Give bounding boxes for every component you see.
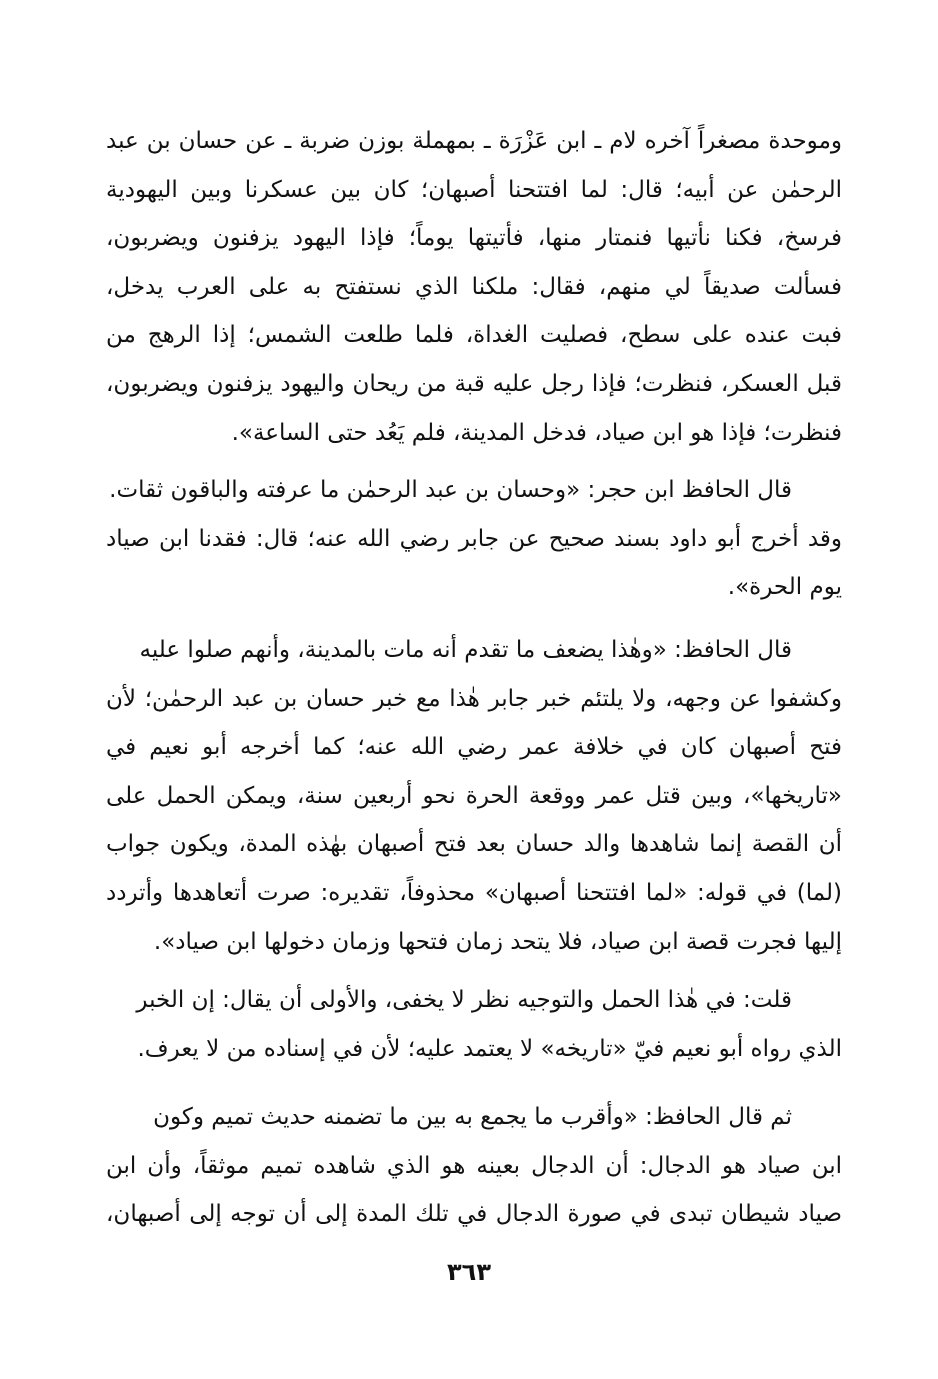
text-line: يوم الحرة». — [727, 574, 842, 601]
text-line: إليها فجرت قصة ابن صياد، فلا يتحد زمان فتحها وزمان دخولها ابن صياد». — [153, 928, 842, 955]
text-line: فرسخ، فكنا نأتيها فنمتار منها، فأتيتها يوماً؛ فإذا اليهود يزفنون ويضربون، — [106, 225, 842, 252]
text-line: وموحدة مصغراً آخره لام ـ ابن عَزْرَة ـ بمهملة بوزن ضربة ـ عن حسان بن عبد — [106, 128, 842, 154]
paragraph-2 — [106, 466, 842, 612]
text-line: وقد أخرج أبو داود بسند صحيح عن جابر رضي الله عنه؛ قال: فقدنا ابن صياد — [106, 525, 842, 552]
text-line: فسألت صديقاً لي منهم، فقال: ملكنا الذي نستفتح به على العرب يدخل، — [106, 273, 842, 300]
paragraph-4 — [106, 976, 842, 1073]
text-line: قال الحافظ: «وهٰذا يضعف ما تقدم أنه مات بالمدينة، وأنهم صلوا عليه — [139, 637, 792, 663]
page-number: ٣٦٣ — [447, 1258, 491, 1286]
text-line: صياد شيطان تبدى في صورة الدجال في تلك المدة إلى أن توجه إلى أصبهان، — [106, 1201, 842, 1228]
paragraph-1 — [106, 117, 842, 457]
paragraph-5 — [106, 1093, 842, 1239]
paragraph-3 — [106, 626, 842, 966]
text-line: فتح أصبهان كان في خلافة عمر رضي الله عنه؛ كما أخرجه أبو نعيم في — [106, 734, 842, 761]
text-line: «تاريخها»، وبين قتل عمر ووقعة الحرة نحو أربعين سنة، ويمكن الحمل على — [106, 782, 842, 809]
text-line: ثم قال الحافظ: «وأقرب ما يجمع به بين ما تضمنه حديث تميم وكون — [153, 1104, 792, 1130]
text-line: فنظرت؛ فإذا هو ابن صياد، فدخل المدينة، فلم يَعُد حتى الساعة». — [231, 419, 842, 446]
text-line: الرحمٰن عن أبيه؛ قال: لما افتتحنا أصبهان؛ كان بين عسكرنا وبين اليهودية — [106, 176, 842, 203]
text-line: قال الحافظ ابن حجر: «وحسان بن عبد الرحمٰن ما عرفته والباقون ثقات. — [109, 477, 792, 503]
text-line: فبت عنده على سطح، فصليت الغداة، فلما طلعت الشمس؛ إذا الرهج من — [106, 322, 842, 349]
text-line: قلت: في هٰذا الحمل والتوجيه نظر لا يخفى، والأولى أن يقال: إن الخبر — [136, 987, 792, 1013]
text-line: الذي رواه أبو نعيم فيّ «تاريخه» لا يعتمد عليه؛ لأن في إسناده من لا يعرف. — [137, 1035, 842, 1062]
text-line: (لما) في قوله: «لما افتتحنا أصبهان» محذوفاً، تقديره: صرت أتعاهدها وأتردد — [106, 879, 842, 906]
text-line: ابن صياد هو الدجال: أن الدجال بعينه هو الذي شاهده تميم موثقاً، وأن ابن — [106, 1152, 842, 1179]
text-line: وكشفوا عن وجهه، ولا يلتئم خبر جابر هٰذا مع خبر حسان بن عبد الرحمٰن؛ لأن — [106, 685, 842, 712]
text-line: أن القصة إنما شاهدها والد حسان بعد فتح أصبهان بهٰذه المدة، ويكون جواب — [106, 831, 842, 858]
text-line: قبل العسكر، فنظرت؛ فإذا رجل عليه قبة من ريحان واليهود يزفنون ويضربون، — [106, 370, 842, 397]
